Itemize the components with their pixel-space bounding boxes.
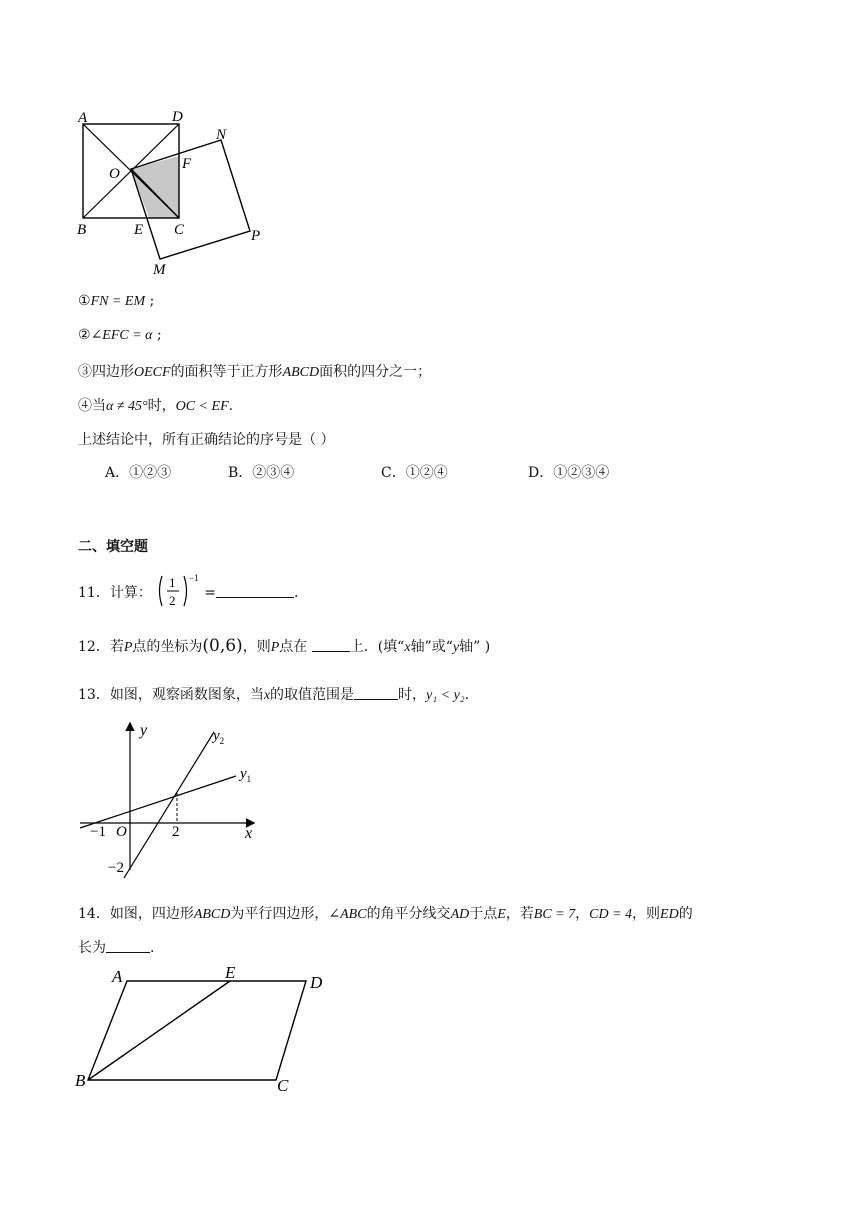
q13-number: 13． — [78, 687, 110, 703]
q11-denominator: 2 — [169, 593, 176, 608]
question-14-line-2 — [78, 937, 154, 957]
label-M: M — [153, 262, 166, 278]
q14-end: 的 — [678, 906, 693, 922]
q12-y-axis: y — [452, 640, 460, 655]
q14-angle: ∠ABC — [328, 907, 367, 922]
label-F: F — [182, 156, 192, 172]
statement-3-pre: 四边形 — [92, 364, 134, 380]
q14-mid1: 为平行四边形， — [230, 906, 329, 922]
q12-mid1: 点的坐标为 — [132, 639, 203, 655]
label-B: B — [75, 1071, 86, 1090]
q12-number: 12． — [78, 639, 110, 655]
statement-3-oecf: OECF — [134, 365, 171, 380]
statement-2 — [78, 327, 162, 344]
statement-1-expr: FN = EM — [90, 294, 146, 309]
statement-3 — [78, 361, 431, 381]
question-13 — [78, 684, 469, 704]
statement-3-post: 面积的四分之一； — [319, 364, 432, 380]
section-2-heading: 二、填空题 — [78, 539, 148, 555]
q12-x-axis: x — [404, 640, 411, 655]
q12-mid2: ，则 — [242, 639, 271, 655]
q14-bc: BC = 7 — [533, 907, 576, 922]
option-b-letter: B． — [228, 465, 253, 481]
q14-mid3: 于点 — [469, 906, 498, 922]
label-C: C — [277, 1076, 289, 1095]
parallelogram-figure — [70, 958, 340, 1098]
label-A: A — [78, 110, 88, 126]
line-y2 — [124, 732, 214, 878]
q10-option-a[interactable] — [105, 462, 171, 482]
y-axis-label: y — [140, 722, 148, 739]
q10-option-b[interactable] — [228, 462, 294, 482]
option-b-text: ②③④ — [252, 465, 295, 481]
statement-4-mid: 时， — [147, 398, 176, 414]
q14-ed: ED — [660, 907, 679, 922]
q13-mid: 的取值范围是 — [270, 687, 355, 703]
option-a-letter: A． — [105, 465, 130, 481]
square-rotation-figure — [70, 100, 280, 280]
statement-1 — [78, 293, 154, 310]
question-11 — [78, 572, 298, 612]
q11-text: 计算： — [109, 585, 152, 601]
question-14-line-1 — [78, 903, 693, 923]
q14-mid5: ，则 — [632, 906, 661, 922]
q13-end: . — [464, 687, 470, 703]
q14-cd: CD = 4 — [589, 907, 633, 922]
option-c-text: ①②④ — [405, 465, 448, 481]
question-12 — [78, 636, 490, 656]
q12-point-p: P — [123, 640, 133, 655]
option-d-letter: D． — [528, 465, 554, 481]
statement-4-expr1: α ≠ 45° — [106, 399, 148, 414]
q12-pre: 若 — [109, 639, 124, 655]
q12-point-p2: P — [270, 640, 280, 655]
label-N: N — [216, 127, 227, 143]
label-P: P — [251, 228, 261, 244]
label-C: C — [174, 222, 185, 238]
statement-2-mark: ② — [78, 327, 91, 343]
q10-prompt: 上述结论中，所有正确结论的序号是（ ） — [78, 432, 335, 448]
tick-neg1: −1 — [90, 824, 106, 840]
q12-mid3: 点在 — [279, 639, 308, 655]
q14-line2-end: . — [150, 940, 155, 956]
statement-4-mark: ④ — [78, 398, 92, 414]
q11-number: 11． — [78, 585, 110, 601]
label-E: E — [225, 963, 236, 982]
q12-coordinate: (0,6) — [202, 636, 243, 656]
statement-4-end: . — [228, 398, 234, 414]
q11-end: . — [294, 585, 299, 601]
q12-end: 轴” ) — [459, 639, 491, 655]
line-y1 — [80, 776, 236, 828]
q12-post: 上．(填“ — [349, 639, 405, 655]
y2-label: $y_2$ — [213, 728, 225, 746]
statement-2-expr: ∠EFC = α — [90, 328, 153, 343]
origin-label: O — [116, 824, 127, 840]
bisector-BE — [88, 981, 230, 1080]
label-D: D — [310, 973, 323, 992]
statement-1-mark: ① — [78, 293, 91, 309]
shaded-quadrilateral-OECF — [131, 156, 179, 218]
q11-answer-blank[interactable] — [216, 585, 294, 598]
label-B: B — [77, 222, 87, 238]
label-E: E — [134, 222, 144, 238]
q11-exponent: −1 — [189, 573, 199, 583]
statement-4-pre: 当 — [92, 398, 106, 414]
q12-mid4: 轴”或“ — [410, 639, 453, 655]
tick-2: 2 — [172, 824, 180, 840]
q14-abcd: ABCD — [193, 907, 231, 922]
label-O: O — [109, 166, 120, 182]
statement-3-mark: ③ — [78, 364, 92, 380]
q14-pre: 如图，四边形 — [109, 906, 194, 922]
option-d-text: ①②③④ — [553, 465, 610, 481]
y1-label: $y_1$ — [240, 766, 252, 784]
q13-post: 时， — [398, 687, 427, 703]
option-c-letter: C． — [381, 465, 406, 481]
q13-pre: 如图，观察函数图象，当 — [109, 687, 264, 703]
q13-x: x — [263, 688, 271, 703]
statement-1-end: ; — [145, 293, 155, 309]
x-axis-label: x — [245, 825, 253, 842]
statement-4 — [78, 395, 233, 415]
q14-point-e: E — [497, 907, 506, 922]
parallelogram-ABCD — [88, 981, 306, 1080]
q14-line2-pre: 长为 — [78, 940, 106, 956]
q14-number: 14． — [78, 906, 110, 922]
option-a-text: ①②③ — [129, 465, 172, 481]
q14-mid4: ，若 — [505, 906, 534, 922]
label-D: D — [172, 109, 183, 125]
q14-ad: AD — [450, 907, 470, 922]
q14-mid2: 的角平分线交 — [366, 906, 451, 922]
q11-fraction — [156, 572, 204, 610]
label-A: A — [112, 967, 123, 986]
q10-option-d[interactable] — [528, 462, 609, 482]
q13-condition: y₁ < y₂ — [426, 688, 465, 703]
statement-3-abcd: ABCD — [282, 365, 320, 380]
q11-numerator: 1 — [169, 575, 176, 590]
q14-comma: ， — [575, 906, 590, 922]
statement-2-end: ; — [152, 327, 162, 343]
statement-4-expr2: OC < EF — [175, 399, 229, 414]
q14-answer-blank[interactable] — [106, 940, 150, 953]
statement-3-mid: 的面积等于正方形 — [170, 364, 283, 380]
q11-equals: = — [204, 585, 217, 601]
tick-neg2: −2 — [108, 860, 124, 876]
q10-option-c[interactable] — [381, 462, 448, 482]
q13-answer-blank[interactable] — [354, 687, 398, 700]
linear-functions-graph — [70, 712, 270, 882]
q12-answer-blank[interactable] — [312, 639, 350, 652]
